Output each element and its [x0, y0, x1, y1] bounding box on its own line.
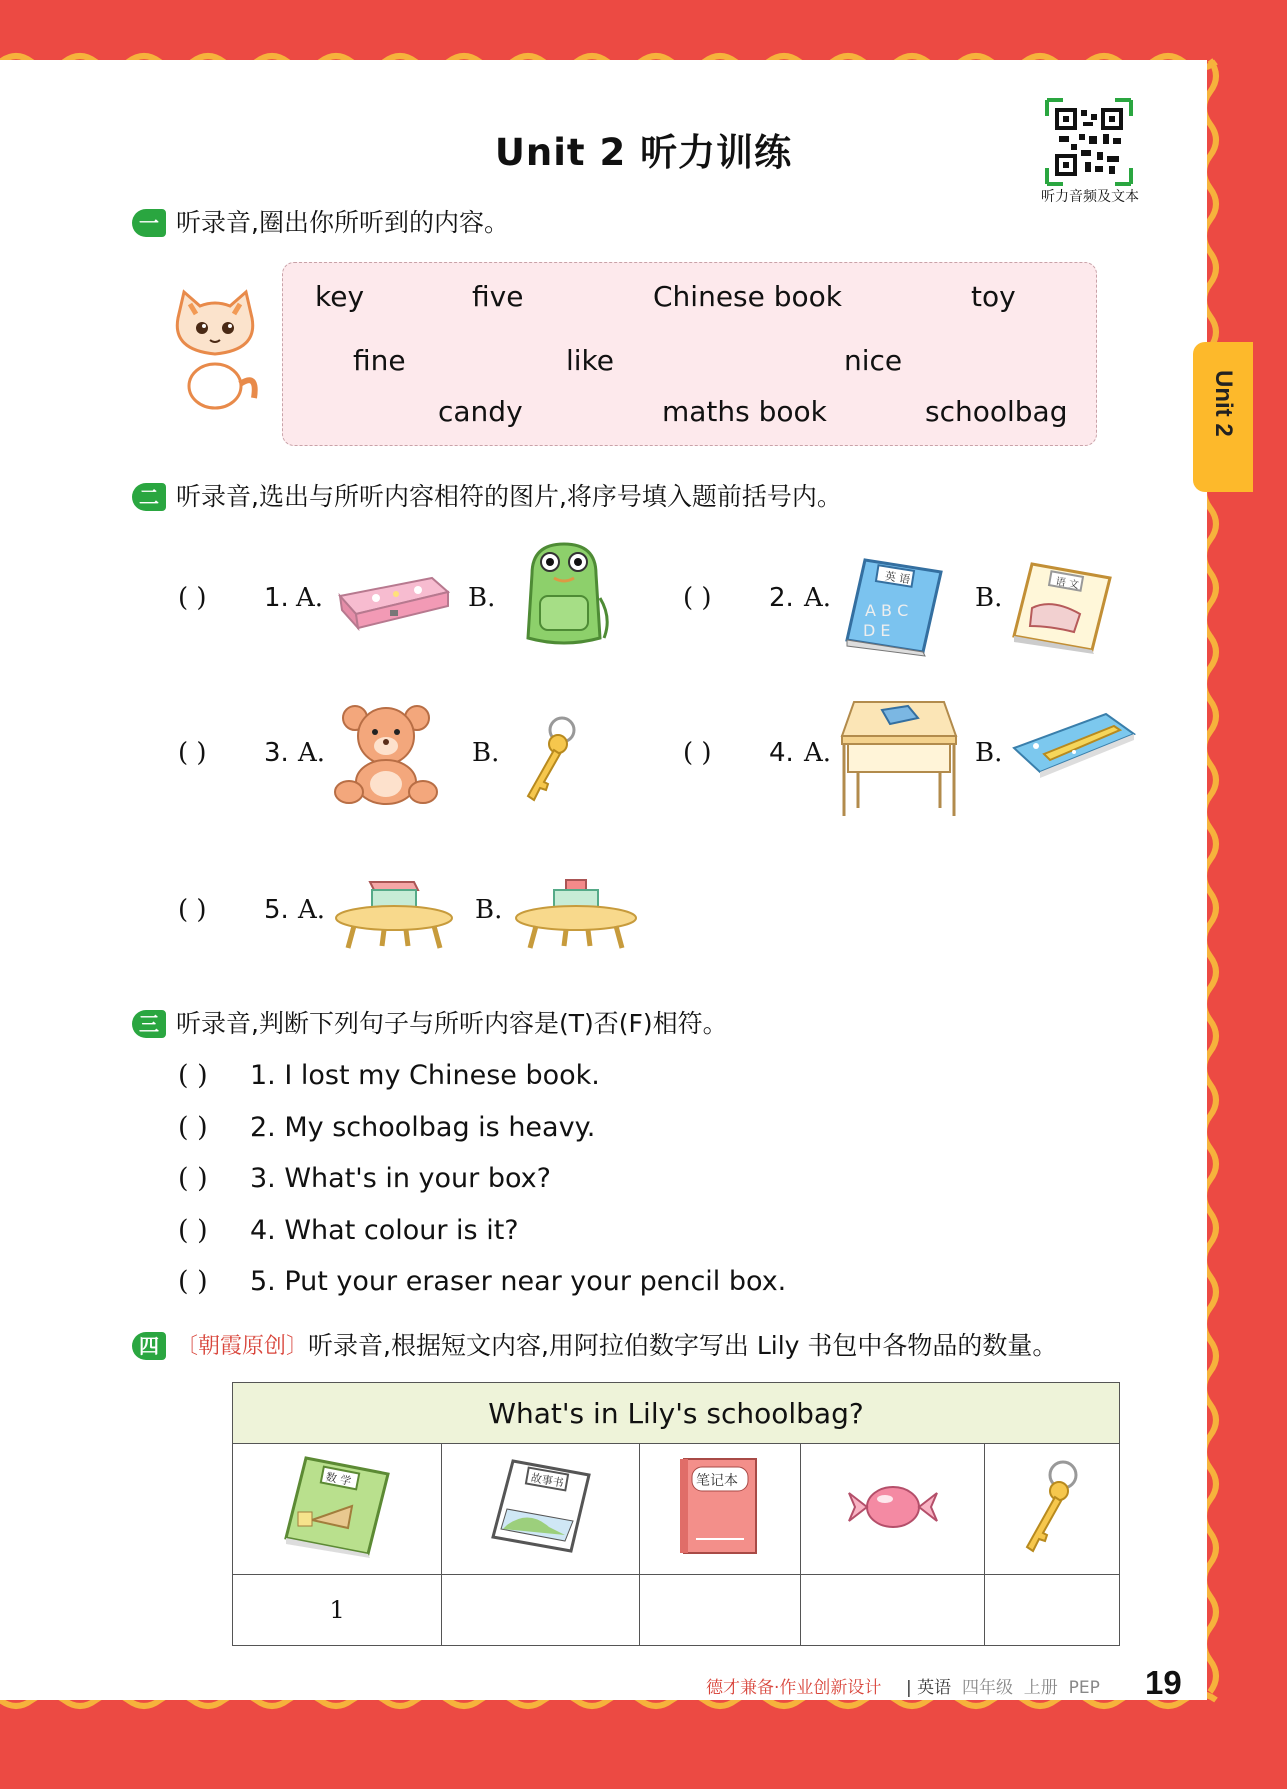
option-a-label: A.	[296, 583, 324, 613]
answer-paren[interactable]: ( )	[683, 738, 712, 768]
word-option[interactable]: maths book	[662, 395, 827, 428]
schoolbag-table	[232, 1382, 1120, 1646]
option-a-label: A.	[298, 895, 326, 925]
word-option[interactable]: candy	[438, 395, 523, 428]
pencil-box-icon[interactable]	[336, 568, 452, 634]
answer-paren[interactable]: ( )	[178, 1112, 208, 1143]
svg-text:故事书: 故事书	[529, 1471, 565, 1490]
answer-paren[interactable]: ( )	[178, 583, 207, 613]
english-book-icon[interactable]	[845, 556, 945, 656]
option-a-label: A.	[804, 583, 832, 613]
section-4-instruction: 听录音,根据短文内容,用阿拉伯数字写出 Lily 书包中各物品的数量。	[308, 1331, 1058, 1360]
svg-text:数 学: 数 学	[324, 1470, 353, 1489]
notebook-icon	[678, 1455, 762, 1559]
word-option[interactable]: Chinese book	[653, 280, 843, 313]
footer-brand: 德才兼备·作业创新设计	[706, 1678, 882, 1698]
teddy-bear-icon[interactable]	[333, 702, 441, 808]
notebook-pencil-icon[interactable]	[1010, 712, 1138, 778]
section-3-instruction: 听录音,判断下列句子与所听内容是(T)否(F)相符。	[176, 1009, 728, 1038]
source-tag: 〔朝霞原创〕	[176, 1334, 309, 1359]
word-option[interactable]: toy	[971, 280, 1016, 313]
item-number: 3.	[264, 738, 289, 768]
item-number: 5.	[264, 895, 289, 925]
desk-icon[interactable]	[838, 698, 960, 816]
answer-paren[interactable]: ( )	[178, 1215, 208, 1246]
word-option[interactable]: fine	[353, 344, 406, 377]
section-4-badge: 四	[132, 1332, 166, 1360]
table-cell	[801, 1444, 984, 1575]
svg-text:语 文: 语 文	[1054, 576, 1080, 592]
key-icon[interactable]	[518, 714, 584, 804]
chinese-book-icon[interactable]	[1010, 560, 1114, 654]
box-on-table-icon[interactable]	[514, 878, 638, 950]
word-option[interactable]: five	[472, 280, 524, 313]
answer-paren[interactable]: ( )	[178, 1266, 208, 1297]
table-cell	[640, 1444, 801, 1575]
answer-paren[interactable]: ( )	[178, 1163, 208, 1194]
section-3-header	[132, 1008, 728, 1039]
answer-paren[interactable]: ( )	[178, 738, 207, 768]
item-number: 1.	[264, 583, 289, 613]
section-1-instruction: 听录音,圈出你所听到的内容。	[176, 208, 509, 237]
section-2-badge: 二	[132, 483, 166, 511]
storybook-icon	[489, 1457, 593, 1557]
candy-icon	[845, 1477, 941, 1537]
section-2-instruction: 听录音,选出与所听内容相符的图片,将序号填入题前括号内。	[176, 482, 842, 511]
option-b-label: B.	[468, 583, 496, 613]
footer-info: | 英语 四年级 上册 PEP	[906, 1678, 1100, 1698]
item-number: 2.	[769, 583, 794, 613]
answer-paren[interactable]: ( )	[178, 1060, 208, 1091]
unit-side-tab: Unit 2	[1193, 342, 1253, 492]
section-3-badge: 三	[132, 1010, 166, 1038]
tf-item: ( ) 2. My schoolbag is heavy.	[178, 1112, 596, 1143]
svg-text:笔记本: 笔记本	[696, 1473, 739, 1489]
answer-cell[interactable]	[442, 1575, 640, 1646]
word-option[interactable]: schoolbag	[925, 395, 1068, 428]
box-on-table-icon[interactable]	[334, 878, 454, 950]
section-2-header	[132, 481, 842, 512]
qr-code-icon[interactable]	[1045, 98, 1133, 186]
cat-mascot-icon	[170, 288, 260, 410]
answer-paren[interactable]: ( )	[683, 583, 712, 613]
tf-item: ( ) 1. I lost my Chinese book.	[178, 1060, 600, 1091]
svg-text:D E: D E	[863, 621, 891, 640]
tf-item: ( ) 3. What's in your box?	[178, 1163, 551, 1194]
answer-cell[interactable]	[801, 1575, 984, 1646]
word-option[interactable]: key	[315, 280, 365, 313]
answer-paren[interactable]: ( )	[178, 895, 207, 925]
option-b-label: B.	[975, 738, 1003, 768]
section-1-badge: 一	[132, 209, 166, 237]
answer-cell[interactable]	[984, 1575, 1119, 1646]
option-a-label: A.	[298, 738, 326, 768]
table-title: What's in Lily's schoolbag?	[233, 1383, 1120, 1444]
table-cell	[984, 1444, 1119, 1575]
svg-text:英 语: 英 语	[883, 569, 912, 587]
page-number: 19	[1145, 1664, 1182, 1701]
tf-item: ( ) 4. What colour is it?	[178, 1215, 519, 1246]
option-b-label: B.	[475, 895, 503, 925]
item-number: 4.	[769, 738, 794, 768]
section-1-header	[132, 207, 509, 238]
maths-book-icon	[282, 1454, 392, 1560]
option-b-label: B.	[472, 738, 500, 768]
key-icon	[1017, 1459, 1087, 1555]
schoolbag-icon[interactable]	[514, 538, 614, 650]
table-cell	[442, 1444, 640, 1575]
option-a-label: A.	[804, 738, 832, 768]
svg-text:A B C: A B C	[865, 601, 909, 620]
word-option[interactable]: nice	[844, 344, 903, 377]
table-cell	[233, 1444, 442, 1575]
answer-cell[interactable]: 1	[233, 1575, 442, 1646]
answer-cell[interactable]	[640, 1575, 801, 1646]
word-option[interactable]: like	[566, 344, 615, 377]
section-4-header	[132, 1330, 1057, 1362]
tf-item: ( ) 5. Put your eraser near your pencil box.	[178, 1266, 787, 1297]
qr-label: 听力音频及文本	[1041, 189, 1139, 205]
option-b-label: B.	[975, 583, 1003, 613]
page-title: Unit 2 听力训练	[494, 131, 793, 174]
